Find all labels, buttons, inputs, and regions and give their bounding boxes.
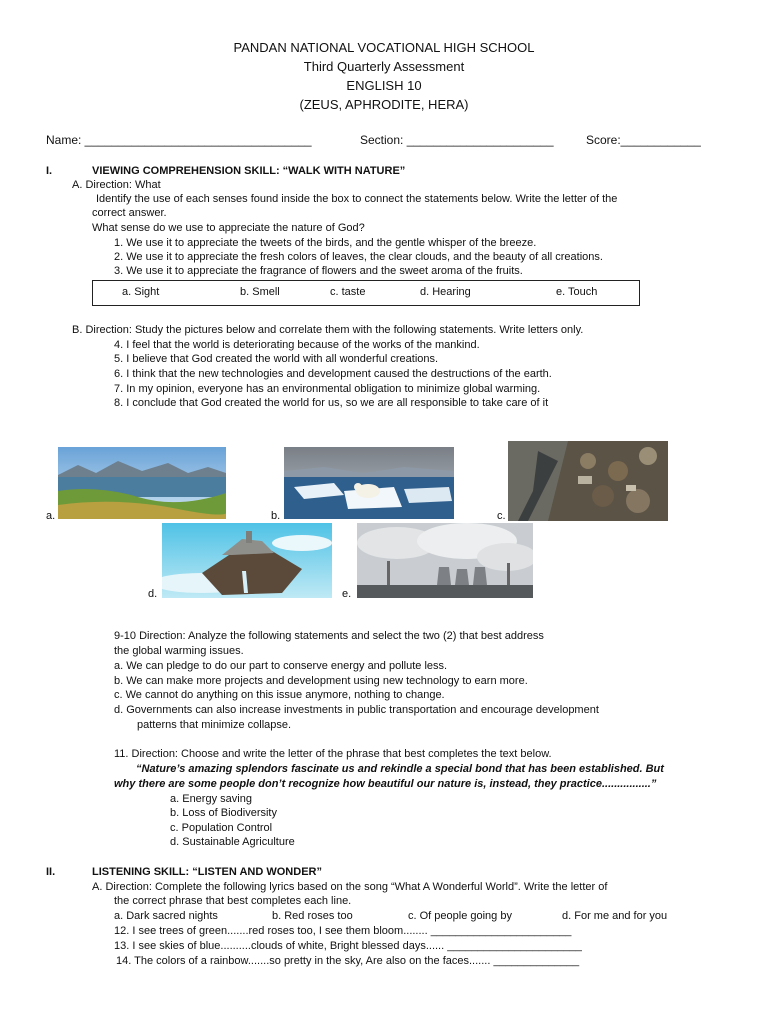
statement-5: 5. I believe that God created the world with all wonderful creations. — [114, 353, 439, 365]
part1-b-heading: B. Direction: Study the pictures below and correlate them with the following statements. Write letters only. — [72, 324, 584, 336]
statement-1: 1. We use it to appreciate the tweets of the birds, and the gentle whisper of the breeze. — [114, 237, 537, 249]
assessment-title: Third Quarterly Assessment — [303, 59, 465, 74]
part2-a-heading: A. Direction: Complete the following lyrics based on the song “What A Wonderful World”. Write the letter of — [92, 881, 608, 893]
q11-quote-line2: why there are some people don’t recognize how beautiful our nature is, instead, they practice................” — [114, 778, 657, 790]
part2-a-heading-cont: the correct phrase that best completes each line. — [114, 895, 352, 907]
q910-heading: 9-10 Direction: Analyze the following statements and select the two (2) that best address — [114, 630, 544, 642]
option-sight: a. Sight — [122, 286, 160, 298]
part1-numeral: I. — [46, 165, 53, 177]
statement-4: 4. I feel that the world is deteriorating because of the works of the mankind. — [114, 339, 480, 351]
option-touch: e. Touch — [556, 286, 598, 298]
picture-label-e: e. — [342, 588, 352, 600]
q910-option-d-cont: patterns that minimize collapse. — [137, 719, 292, 731]
q11-option-c: c. Population Control — [170, 822, 273, 834]
q910-option-b: b. We can make more projects and development using new technology to earn more. — [114, 675, 528, 687]
lyric-item-12: 12. I see trees of green.......red roses too, I see them bloom........ _______________________ — [114, 925, 572, 937]
statement-6: 6. I think that the new technologies and development caused the destructions of the earth. — [114, 368, 552, 380]
lyric-item-13: 13. I see skies of blue..........clouds of white, Bright blessed days...... ______________________ — [114, 940, 582, 952]
lyric-choice-c: c. Of people going by — [408, 910, 512, 922]
polar-bear-image — [284, 447, 454, 519]
score-field[interactable]: Score:____________ — [586, 133, 701, 147]
lyric-choice-b: b. Red roses too — [272, 910, 353, 922]
class-sections: (ZEUS, APHRODITE, HERA) — [299, 97, 469, 112]
lyric-item-14: 14. The colors of a rainbow.......so pretty in the sky, Are also on the faces....... ______________ — [116, 955, 580, 967]
section-field[interactable]: Section: ______________________ — [360, 133, 554, 147]
lyric-choice-a: a. Dark sacred nights — [114, 910, 218, 922]
picture-label-b: b. — [271, 510, 281, 522]
q11-option-d: d. Sustainable Agriculture — [170, 836, 295, 848]
part1-a-line2: correct answer. — [92, 207, 167, 219]
option-smell: b. Smell — [240, 286, 280, 298]
senses-question: What sense do we use to appreciate the nature of God? — [92, 222, 365, 234]
lake-landscape-image — [58, 447, 226, 519]
statement-2: 2. We use it to appreciate the fresh colors of leaves, the clear clouds, and the beauty of all creations. — [114, 251, 603, 263]
part2-numeral: II. — [46, 866, 56, 878]
q11-option-b: b. Loss of Biodiversity — [170, 807, 277, 819]
statement-7: 7. In my opinion, everyone has an environmental obligation to minimize global warming. — [114, 383, 541, 395]
statement-3: 3. We use it to appreciate the fragrance of flowers and the sweet aroma of the fruits. — [114, 265, 523, 277]
part1-title: VIEWING COMPREHENSION SKILL: “WALK WITH NATURE” — [92, 165, 406, 177]
floating-island-image — [162, 523, 332, 598]
q11-option-a: a. Energy saving — [170, 793, 252, 805]
q910-option-c: c. We cannot do anything on this issue anymore, nothing to change. — [114, 689, 445, 701]
q11-quote-line1: “Nature’s amazing splendors fascinate us and rekindle a special bond that has been established. But — [136, 763, 664, 775]
school-name: PANDAN NATIONAL VOCATIONAL HIGH SCHOOL — [233, 40, 535, 55]
part1-a-line1: Identify the use of each senses found inside the box to connect the statements below. Write the letter of the — [96, 193, 618, 205]
picture-label-d: d. — [148, 588, 158, 600]
picture-label-c: c. — [497, 510, 506, 522]
statement-8: 8. I conclude that God created the world for us, so we are all responsible to take care of it — [114, 397, 549, 409]
part1-a-heading: A. Direction: What — [72, 179, 161, 191]
lyric-choice-d: d. For me and for you — [562, 910, 668, 922]
part2-title: LISTENING SKILL: “LISTEN AND WONDER” — [92, 866, 322, 878]
picture-label-a: a. — [46, 510, 56, 522]
name-field[interactable]: Name: __________________________________ — [46, 133, 312, 147]
q910-heading-cont: the global warming issues. — [114, 645, 244, 657]
q11-heading: 11. Direction: Choose and write the letter of the phrase that best completes the text below. — [114, 748, 552, 760]
factory-smoke-image — [357, 523, 533, 598]
subject-title: ENGLISH 10 — [346, 78, 422, 93]
q910-option-d: d. Governments can also increase investments in public transportation and encourage development — [114, 704, 599, 716]
q910-option-a: a. We can pledge to do our part to conserve energy and pollute less. — [114, 660, 448, 672]
option-hearing: d. Hearing — [420, 286, 471, 298]
garbage-pollution-image — [508, 441, 668, 521]
option-taste: c. taste — [330, 286, 366, 298]
